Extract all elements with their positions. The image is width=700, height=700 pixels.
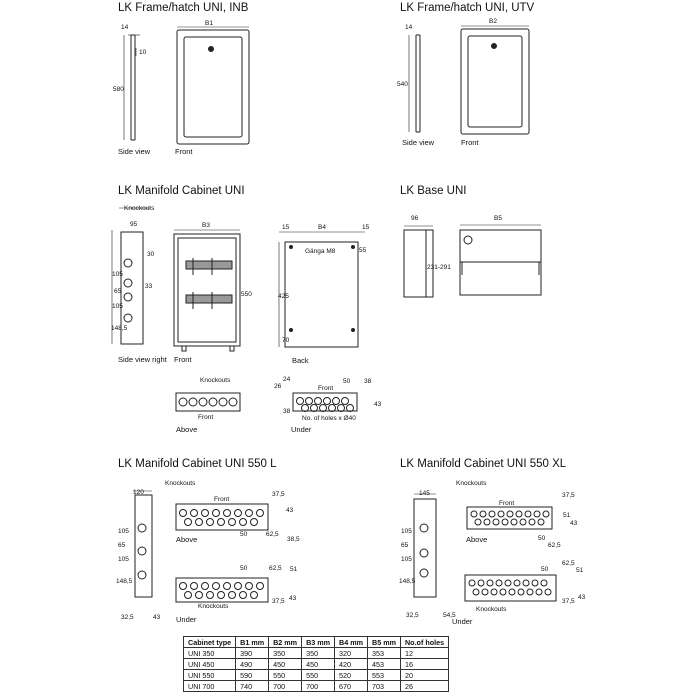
dim-55: 55 — [359, 247, 367, 254]
dim-50: 50 — [343, 378, 351, 385]
table-cell: 12 — [400, 648, 448, 659]
dim-105b: 105 — [118, 556, 129, 563]
table-cell: 320 — [335, 648, 368, 659]
label-knockouts: Knockouts — [165, 480, 196, 487]
table-cell: 553 — [368, 670, 401, 681]
table-cell: 20 — [400, 670, 448, 681]
label-front: Front — [499, 500, 515, 507]
label-above: Above — [176, 425, 198, 434]
dim-105: 105 — [401, 528, 412, 535]
label-under: Under — [176, 615, 197, 624]
dim-15a: 15 — [282, 224, 290, 231]
table-cell: 350 — [269, 648, 302, 659]
dim-50b: 50 — [541, 566, 549, 573]
dim-96: 96 — [411, 215, 419, 222]
table-cell: 590 — [236, 670, 269, 681]
label-side-view: Side view — [118, 147, 151, 156]
dim-50b: 50 — [240, 565, 248, 572]
dim-148-5: 148,5 — [111, 325, 128, 332]
dim-32-5: 32,5 — [121, 614, 134, 621]
xl550-under-drawing — [465, 575, 556, 601]
header-cell: B4 mm — [335, 637, 368, 648]
label-front: Front — [175, 147, 193, 156]
dim-b3: B3 — [202, 222, 210, 229]
title-manifold-550xl: LK Manifold Cabinet UNI 550 XL — [400, 458, 567, 470]
dim-51b: 51 — [576, 567, 584, 574]
table-row — [184, 670, 449, 681]
table-cell: 16 — [400, 659, 448, 670]
xl550-side-drawing — [414, 494, 436, 597]
title-manifold-550l: LK Manifold Cabinet UNI 550 L — [118, 458, 277, 470]
dim-105: 105 — [118, 528, 129, 535]
dim-120: 120 — [133, 489, 144, 496]
label-no-holes: No. of holes x Ø40 — [302, 415, 356, 422]
dim-37-5b: 37,5 — [562, 598, 575, 605]
dim-62-5b: 62,5 — [269, 565, 282, 572]
frame-utv-drawing — [409, 26, 529, 134]
dim-frame-inb-580: 580 — [113, 86, 124, 93]
dim-54-5: 54,5 — [443, 612, 456, 619]
label-above: Above — [466, 535, 488, 544]
dim-37-5a: 37,5 — [562, 492, 575, 499]
dim-70: 70 — [282, 337, 290, 344]
header-cell: Cabinet type — [184, 637, 236, 648]
dim-51: 51 — [290, 566, 298, 573]
dim-145: 145 — [419, 490, 430, 497]
manifold-under-drawing — [293, 393, 357, 412]
l550-above-drawing — [176, 504, 268, 530]
dim-37-5a: 37,5 — [272, 491, 285, 498]
table-cell: UNI 450 — [184, 659, 236, 670]
dim-43b: 43 — [578, 594, 586, 601]
l550-under-drawing — [176, 578, 268, 602]
dim-38b: 38 — [283, 408, 291, 415]
dim-26: 26 — [274, 383, 282, 390]
manifold-front-drawing — [174, 230, 240, 351]
dim-32-5: 32,5 — [406, 612, 419, 619]
header-cell: B3 mm — [302, 637, 335, 648]
label-under: Under — [452, 617, 473, 626]
table-row — [184, 659, 449, 670]
dim-15b: 15 — [362, 224, 370, 231]
label-back: Back — [292, 356, 309, 365]
title-base: LK Base UNI — [400, 185, 467, 197]
title-manifold: LK Manifold Cabinet UNI — [118, 185, 245, 197]
table-cell: 350 — [302, 648, 335, 659]
header-cell: B2 mm — [269, 637, 302, 648]
table-cell: 703 — [368, 681, 401, 692]
table-cell: 450 — [302, 659, 335, 670]
l550-side-drawing — [133, 491, 152, 597]
dim-105a: 105 — [112, 271, 123, 278]
table-cell: 670 — [335, 681, 368, 692]
dim-105b: 105 — [112, 303, 123, 310]
label-ganga-m8: Gänga M8 — [305, 248, 336, 255]
label-side-view: Side view — [402, 138, 435, 147]
label-knockouts: Knockouts — [198, 603, 229, 610]
dim-51a: 51 — [563, 512, 571, 519]
table-cell: 520 — [335, 670, 368, 681]
dim-frame-inb-10: 10 — [139, 49, 147, 56]
dim-b5: B5 — [494, 215, 502, 222]
dim-37-5b: 37,5 — [272, 598, 285, 605]
table-cell: 740 — [236, 681, 269, 692]
base-drawing — [404, 225, 541, 297]
dim-43a: 43 — [570, 520, 578, 527]
dim-43: 43 — [374, 401, 382, 408]
dim-65: 65 — [114, 288, 122, 295]
dim-24: 24 — [283, 376, 291, 383]
dim-50a: 50 — [538, 535, 546, 542]
dim-b4: B4 — [318, 224, 326, 231]
table-row — [184, 681, 449, 692]
label-under: Under — [291, 425, 312, 434]
label-front: Front — [461, 138, 479, 147]
header-cell: B5 mm — [368, 637, 401, 648]
dim-62-5b: 62,5 — [562, 560, 575, 567]
header-cell: B1 mm — [236, 637, 269, 648]
xl550-above-drawing — [467, 507, 552, 529]
table-cell: 353 — [368, 648, 401, 659]
title-frame-utv: LK Frame/hatch UNI, UTV — [400, 2, 535, 14]
table-cell: 450 — [269, 659, 302, 670]
label-knockouts: Knockouts — [200, 377, 231, 384]
dim-30: 30 — [147, 251, 155, 258]
dim-frame-utv-14: 14 — [405, 24, 413, 31]
dim-43b: 43 — [289, 595, 297, 602]
label-front: Front — [214, 496, 230, 503]
dim-148-5: 148,5 — [116, 578, 133, 585]
table-cell: 453 — [368, 659, 401, 670]
table-cell: 550 — [269, 670, 302, 681]
table-row — [184, 648, 449, 659]
label-knockouts: Knockouts — [124, 205, 155, 212]
label-front: Front — [174, 355, 192, 364]
header-cell: No.of holes — [400, 637, 448, 648]
dim-38a: 38 — [364, 378, 372, 385]
dim-frame-inb-14: 14 — [121, 24, 129, 31]
manifold-above-drawing — [176, 393, 240, 411]
label-above: Above — [176, 535, 198, 544]
label-knockouts: Knockouts — [456, 480, 487, 487]
table-cell: UNI 350 — [184, 648, 236, 659]
table-cell: 420 — [335, 659, 368, 670]
title-frame-inb: LK Frame/hatch UNI, INB — [118, 2, 249, 14]
table-cell: 550 — [302, 670, 335, 681]
dim-50a: 50 — [240, 531, 248, 538]
dim-148-5: 148,5 — [399, 578, 416, 585]
table-cell: 700 — [302, 681, 335, 692]
table-cell: 700 — [269, 681, 302, 692]
dim-550: 550 — [241, 291, 252, 298]
dim-231-291: 231-291 — [427, 264, 451, 271]
table-header-row — [184, 637, 449, 648]
dim-95: 95 — [130, 221, 138, 228]
dim-43a: 43 — [286, 507, 294, 514]
table-cell: 390 — [236, 648, 269, 659]
dim-frame-utv-540: 540 — [397, 81, 408, 88]
label-side-view-right: Side view right — [118, 355, 167, 364]
dim-38-5: 38,5 — [287, 536, 300, 543]
frame-inb-drawing — [124, 27, 249, 144]
table-cell: UNI 550 — [184, 670, 236, 681]
dim-frame-inb-b1: B1 — [205, 20, 213, 27]
dim-105b: 105 — [401, 556, 412, 563]
label-front: Front — [198, 414, 214, 421]
table-cell: UNI 700 — [184, 681, 236, 692]
dim-62-5a: 62,5 — [266, 531, 279, 538]
table-cell: 490 — [236, 659, 269, 670]
label-front: Front — [318, 385, 334, 392]
dim-65: 65 — [118, 542, 126, 549]
dim-frame-utv-b2: B2 — [489, 18, 497, 25]
dim-425: 425 — [278, 293, 289, 300]
cabinet-spec-table — [183, 636, 449, 692]
label-knockouts: Knockouts — [476, 606, 507, 613]
table-cell: 26 — [400, 681, 448, 692]
dim-33: 33 — [145, 283, 153, 290]
dim-65: 65 — [401, 542, 409, 549]
dim-62-5a: 62,5 — [548, 542, 561, 549]
dim-43c: 43 — [153, 614, 161, 621]
